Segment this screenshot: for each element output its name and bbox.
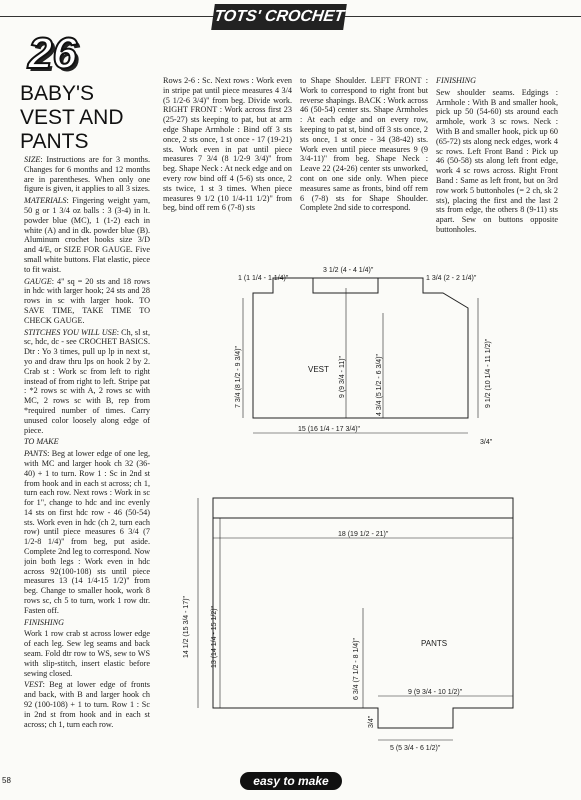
vest-dim: 4 3/4 (5 1/2 - 6 3/4)" [376,353,383,416]
instructions-column-3 [300,76,428,256]
to-make-heading: TO MAKE [24,437,59,447]
size-heading: SIZE [24,155,41,164]
stitches-heading: STITCHES YOU WILL USE [24,327,117,337]
materials-heading: MATERIALS [24,196,67,206]
pants-dim: 5 (5 3/4 - 6 1/2)" [390,745,441,752]
gauge-text: : 4" sq = 20 sts and 18 rows in hdc with larger hook; 24 sts and 28 rows in sc with larger hook. TO SAVE TIME, TAKE TIME TO CHECK GAUGE. [24,276,150,325]
gauge-heading: GAUGE [24,276,52,286]
pants-heading: PANTS [24,449,48,459]
vest-dim: 15 (16 1/4 - 17 3/4)" [298,426,361,433]
vest-text: : Beg at lower edge of fronts and back, with B and larger hook ch 92 (100-108) + 1 to turn. Row 1 : Sc in 2nd st from hook and in each st across; ch 1, turn each row. [24,680,150,729]
instructions-column-2 [163,76,292,256]
vest-dim: 9 1/2 (10 1/4 - 11 1/2)" [485,338,492,408]
vest-dim: 1 3/4 (2 - 2 1/4)" [426,275,477,282]
finishing-text: Work 1 row crab st across lower edge of each leg. Sew leg seams and back seam. Fold dtr row to WS, sew to WS with slip-stitch, insert elastic before sewing closed. [24,629,150,678]
pants-dim: 3/4" [368,715,375,728]
finishing-heading: FINISHING [24,617,65,627]
pants-dim: 9 (9 3/4 - 10 1/2)" [408,689,463,696]
vest-schematic [243,278,478,433]
vest-continued-text: Rows 2-6 : Sc. Next rows : Work even in stripe pat until piece measures 4 3/4 (5 1/2-6 3/4)" from beg. Divide work. RIGHT FRONT : Work across first 23 (25-27) sts keeping to pat, but at arm edge Shape Armhole : Bind off 3 sts once, 2 sts once, 1 st once - 17 (19-21) sts. Work even in pat until piece measures 7 3/4 (8 1/2-9 3/4)" from beg. Shape Neck : At neck edge and on every row bind off 4 (5-6) sts once, 2 sts twice, 1 st 3 times. When piece measures 9 1/2 (10 1/4-11 1/2)" from beg, bind off rem 6 (7-8) sts [163,76,292,213]
stitches-text: : Ch, sl st, sc, hdc, dc - see CROCHET BASICS. Dtr : Yo 3 times, pull up lp in next st, yo and draw thru lps on hook 2 by 2. Crab st : Work sc from left to right instead of from right to left. Stripe pat : *2 rows sc with A, 2 rows sc with MC, 2 rows sc with B, rep from *required number of times. Carry unused color loosely along edge of piece. [24,327,150,435]
pants-label: PANTS [421,639,448,648]
pattern-number: 26 [28,29,77,78]
materials-text: : Fingering weight yarn, 50 g or 1 3/4 oz balls : 3 (3-4) in lt. powder blue (MC), 1 (1-2) each in white (A) and in dk. powder blue (B). Aluminum crochet hooks size 3/D and 4/E, or SIZE FOR GAUGE. Five small white buttons. Flat elastic, piece to fit waist. [24,196,150,274]
page-number: 58 [2,776,11,785]
pants-dim: 6 3/4 (7 1/2 - 8 1/4)" [353,637,360,700]
vest-label: VEST [308,365,329,374]
brand-logo: easy to make [240,772,342,790]
vest-finishing-heading: FINISHING [436,76,477,85]
pants-dim: 18 (19 1/2 - 21)" [338,531,389,538]
instructions-column-4 [436,76,558,256]
title-line: VEST AND [20,106,124,129]
vest-back-text: to Shape Shoulder. LEFT FRONT : Work to correspond to right front but reverse shapings. BACK : Work across 46 (50-54) center sts. Shape Armholes : At each edge and on every row, keeping to pat st, bind off 3 sts once, 2 sts once, 1 st once - 34 (38-42) sts. Work even until piece measures 9 (9 3/4-11)" from beg. Shape Neck : Leave 22 (24-26) center sts unworked, cont on one side only. When piece measures same as fronts, bind off rem 6 (7-8) sts for Shape Shoulder. Complete 2nd side to correspond. [300,76,428,213]
vest-heading: VEST [24,680,43,690]
vest-finishing-text: Sew shoulder seams. Edgings : Armhole : With B and smaller hook, pick up 50 (54-60) sts around each armhole, work 3 sc rows. Neck : With B and smaller hook, pick up 60 (65-72) sts along neck edges, work 4 sc rows. Left Front Band : Pick up 46 (50-58) sts along left front edge, work 4 sc rows across. Right Front Band : Same as left front, but on 3rd row work 5 buttonholes (= 2 ch, sk 2 sts), placing the first and the last 2 sts from edge, the others 8 (9-11) sts apart. Sew on buttons opposite buttonholes. [436,87,558,234]
title-line: BABY'S [20,82,95,105]
size-text: : Instructions are for 3 months. Changes for 6 months and 12 months are in parentheses. When only one figure is given, it applies to all 3 sizes. [24,155,150,194]
schematic-diagrams [168,258,568,778]
title-line: PANTS [20,130,89,153]
pattern-title [20,82,150,154]
section-header: TOTS' CROCHET [211,4,347,30]
vest-dim: 3/4" [480,439,493,446]
vest-dim: 1 (1 1/4 - 1 1/4)" [238,275,289,282]
vest-dim: 9 (9 3/4 - 11)" [339,355,346,398]
pants-dim: 14 1/2 (15 3/4 - 17)" [183,595,190,658]
vest-dim: 3 1/2 (4 - 4 1/4)" [323,267,374,274]
pants-dim: 13 (14 1/4 - 15 1/2)" [211,605,218,668]
pants-text: : Beg at lower edge of one leg, with MC and larger hook ch 32 (36-40) + 1 to turn. Row 1 : Sc in 2nd st from hook and in each st across; ch 1, turn each row. Next rows : Work in sc for 1", change to hdc and inc evenly 14 sts on first hdc row - 46 (50-54) sts. Work even in hdc (ch 2, turn each row) until piece measures 6 3/4 (7 1/2-8 1/4)" from beg, put aside. Complete 2nd leg to correspond. Now join both legs : Work even in hdc across 92(100-108) sts until piece measures 13 (14 1/4-15 1/2)" from beg. Change to smaller hook, work 8 rows sc, ch 5 to turn, work 1 row dtr. Fasten off. [24,449,150,615]
vest-outline [253,278,468,418]
vest-dim: 7 3/4 (8 1/2 - 9 3/4)" [235,345,242,408]
instructions-column-1 [24,155,150,755]
